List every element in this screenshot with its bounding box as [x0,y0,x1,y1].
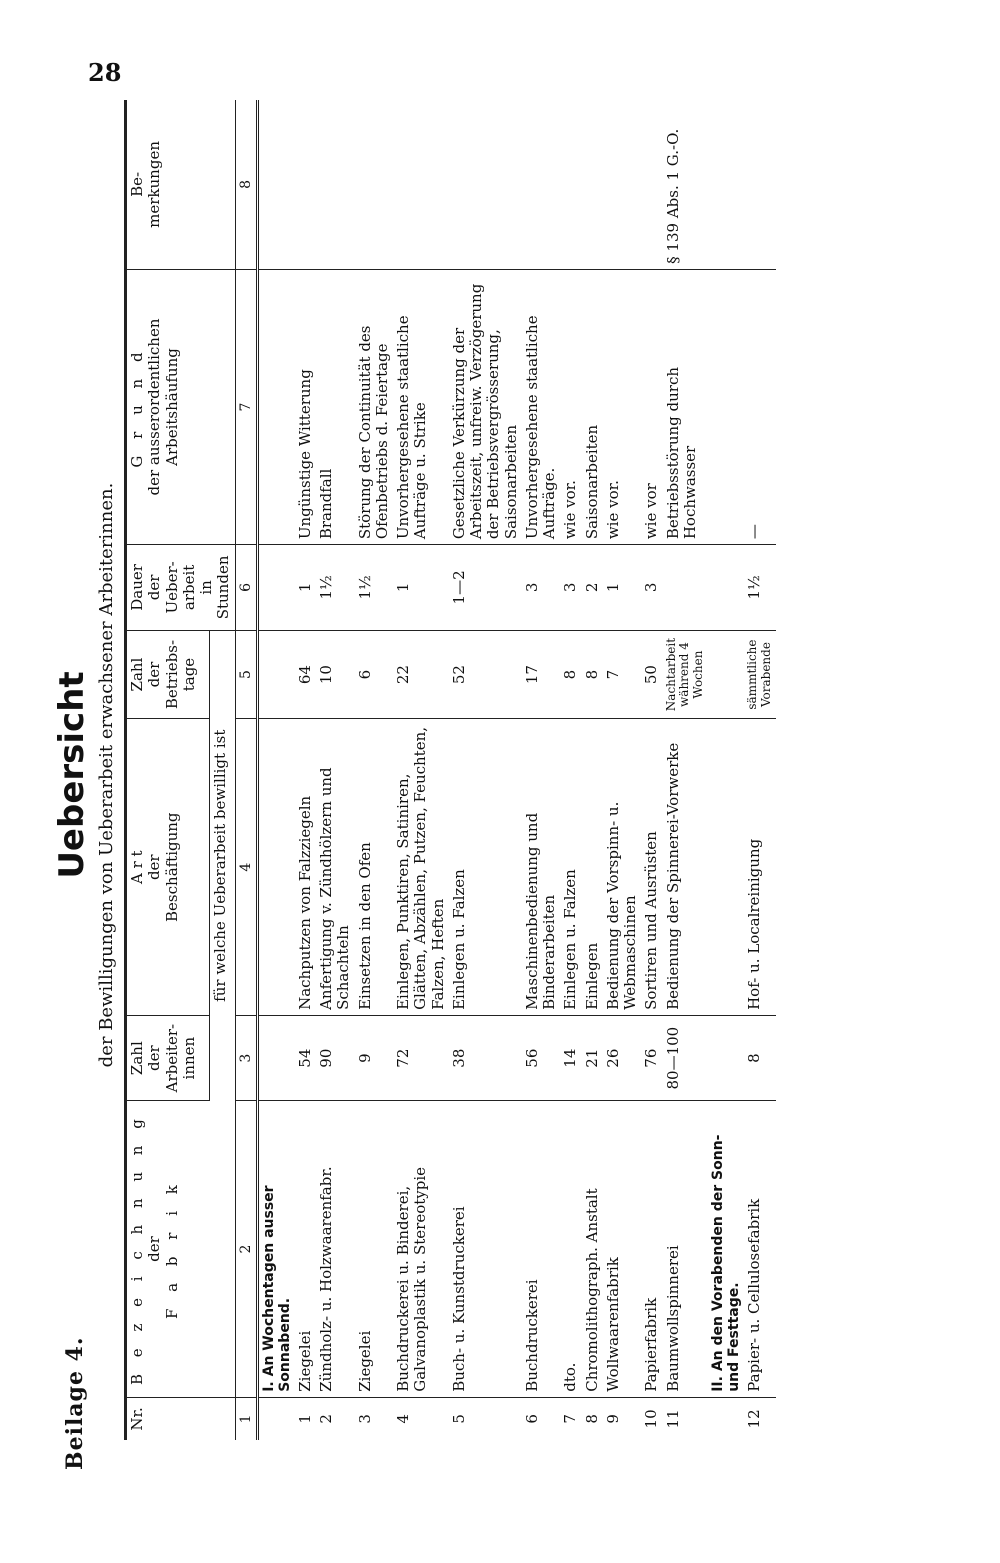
table-cell: 3 [355,1414,374,1424]
landscape-content [52,80,952,1470]
table-row [744,100,776,1440]
table-cell: Einsetzen in den Ofen [355,719,394,1015]
table-cell: 26 [603,1015,642,1100]
table-cell: 11 [663,1409,682,1429]
table-row [295,100,316,1440]
table-cell: 9 [355,1015,394,1100]
table-cell: 76 [641,1015,662,1100]
table-cell [708,1397,744,1440]
table-cell: Betriebsstörung durch Hochwasser [663,269,708,544]
header-dauer [126,545,236,630]
table-cell: 17 [522,630,561,719]
table-cell: Papier- u. Cellulosefabrik [744,1101,776,1397]
table-cell: Saisonarbeiten [582,269,603,544]
table-cell [663,545,708,630]
table-cell: Anfertigung v. Zündhölzern und Schachteln [316,719,355,1015]
table-cell: 56 [522,1015,561,1100]
table-row [641,100,662,1440]
table-cell [641,100,662,269]
table-cell: 10 [642,1409,661,1429]
table-cell: wie vor [641,269,662,544]
table-row [316,100,355,1440]
table-cell: 6 [355,630,394,719]
table-cell [295,100,316,269]
table-cell: 1½ [744,545,776,630]
table-cell: § 139 Abs. 1 G.-O. [663,100,708,269]
table-cell: Nachputzen von Falzziegeln [295,719,316,1015]
table-cell [582,100,603,269]
table-cell [257,269,295,544]
header-text: arbeit [179,564,198,611]
table-cell: 1½ [316,545,355,630]
table-cell [708,545,744,630]
table-cell: Brandfall [316,269,355,544]
header-text: Ueber- [162,561,181,614]
header-text: B e z e i c h n u n g [128,1113,146,1385]
table-cell: 3 [522,545,561,630]
table-row [663,100,708,1440]
header-text: Arbeitshäufung [162,348,181,466]
table-row [393,100,449,1440]
table-cell: 7 [561,1414,580,1424]
table-cell: 54 [295,1015,316,1100]
table-cell: 8 [582,1414,601,1424]
header-text: Betriebs- [162,639,181,710]
table-cell: 2 [582,545,603,630]
table-cell: 21 [582,1015,603,1100]
table-cell: Gesetzliche Verkürzung der Arbeitszeit, unfreiw. Verzögerung der Betriebsvergrösserung, Saisonarbeiten [449,269,522,544]
table-cell [522,100,561,269]
table-cell: Einlegen u. Falzen [449,719,522,1015]
col-number: 4 [235,719,257,1015]
table-cell: Unvorhergesehene staatliche Aufträge. [522,269,561,544]
col-number: 6 [235,545,257,630]
header-text: G r u n d [128,346,146,468]
table-cell: 1—2 [449,545,522,630]
table-cell [708,719,744,1015]
section-heading: II. An den Vorabenden der Sonn- und Festtage. [708,1101,744,1397]
page-number: 28 [88,58,122,87]
header-text: Zahl [128,1041,146,1076]
section-row [708,100,744,1440]
section-heading: I. An Wochentagen ausser Sonnabend. [257,1101,295,1397]
table-cell: Baumwollspinnerei [663,1101,708,1397]
table-cell: 38 [449,1015,522,1100]
table-cell: Einlegen [582,719,603,1015]
header-text: Beschäftigung [162,812,181,922]
table-cell [449,100,522,269]
table-cell: 4 [394,1414,413,1424]
table-cell: Chromolithograph. Anstalt [582,1101,603,1397]
table-cell: 7 [603,630,642,719]
section-row [257,100,295,1440]
table-cell: wie vor. [560,269,581,544]
table-cell: 8 [744,1015,776,1100]
header-text: Stunden [214,555,233,620]
header-art [126,719,210,1015]
table-cell: 8 [560,630,581,719]
table-cell: Bedienung der Vorspinn- u. Webmaschinen [603,719,642,1015]
table-cell: Maschinenbedienung und Binderarbeiten [522,719,561,1015]
col-number: 3 [235,1015,257,1100]
table-cell [744,100,776,269]
table-cell: Hof- u. Localreinigung [744,719,776,1015]
table-cell [708,1015,744,1100]
table-cell [708,630,744,719]
table-cell [393,100,449,269]
table-row [522,100,561,1440]
table-cell: 8 [582,630,603,719]
table-cell: Ziegelei [295,1101,316,1397]
header-text: in [197,580,215,595]
table-cell: 14 [560,1015,581,1100]
table-cell: Einlegen, Punktiren, Satiniren, Glätten, Abzählen, Putzen, Feuchten, Falzen, Heften [393,719,449,1015]
header-text: der [145,574,164,601]
table-cell: Ziegelei [355,1101,394,1397]
table-cell: Buchdruckerei [522,1101,561,1397]
table-row [355,100,394,1440]
table-cell [316,100,355,269]
col-number: 5 [235,630,257,719]
table-cell: Bedienung der Spinnerei-Vorwerke [663,719,708,1015]
table-cell: Nachtarbeit während 4 Wochen [663,630,708,719]
table-cell: 10 [316,630,355,719]
col-number: 8 [235,100,257,269]
table-body [257,100,776,1440]
table-cell: Unvorhergesehene staatliche Aufträge u. Strike [393,269,449,544]
header-span-note: für welche Ueberarbeit bewilligt ist [210,630,235,1101]
header-text: der [145,1236,164,1262]
header-text: der [145,661,164,688]
table-cell [257,719,295,1015]
table-cell: Wollwaarenfabrik [603,1101,642,1397]
table-row [560,100,581,1440]
header-grund [126,269,236,544]
table-cell [708,100,744,269]
table-cell: Sortiren und Ausrüsten [641,719,662,1015]
header-text: Dauer [128,564,146,611]
header-text: der ausserordentlichen [145,318,164,496]
table-cell: 64 [295,630,316,719]
col-number: 7 [235,269,257,544]
table-cell: 1 [603,545,642,630]
table-cell: — [744,269,776,544]
header-zahl [126,1015,210,1100]
table-cell [603,100,642,269]
table-cell: Einlegen u. Falzen [560,719,581,1015]
table-cell: 9 [603,1414,622,1424]
table-row [603,100,642,1440]
table-cell: sämmtliche Vorabende [744,630,776,719]
table-row [449,100,522,1440]
table-cell [560,100,581,269]
table-cell [257,100,295,269]
header-text: Zahl [128,657,146,692]
table-cell: Buch- u. Kunstdruckerei [449,1101,522,1397]
table-cell: 1½ [355,545,394,630]
header-text: der [145,854,164,881]
table-row [582,100,603,1440]
overview-table [124,100,776,1440]
table-cell: 12 [745,1409,764,1429]
table-cell [708,269,744,544]
table-cell: wie vor. [603,269,642,544]
table-cell: 5 [449,1414,468,1424]
table-cell: 1 [393,545,449,630]
table-cell: 6 [522,1414,541,1424]
header-text: der [145,1045,164,1071]
beilage-label: Beilage 4. [62,1336,88,1470]
table-cell: 80—100 [663,1015,708,1100]
table-cell: Störung der Continuität des Ofenbetriebs d. Feiertage [355,269,394,544]
table-cell [257,1015,295,1100]
table-cell [257,1397,295,1440]
table-cell: 2 [317,1414,336,1424]
table-cell: Buchdruckerei u. Binderei, Galvanoplastik u. Stereotypie [393,1101,449,1397]
header-tage [126,630,210,719]
table-cell: Ungünstige Witterung [295,269,316,544]
table-cell: dto. [560,1101,581,1397]
header-nr: Nr. [126,1397,236,1440]
col-number: 2 [235,1101,257,1397]
header-text: merkungen [145,141,164,228]
header-text: tage [179,657,198,692]
table-cell [355,100,394,269]
table-cell: 50 [641,630,662,719]
table-cell: 1 [295,545,316,630]
table-cell: Papierfabrik [641,1101,662,1397]
page-title: Uebersicht [52,671,92,879]
header-text: Be- [128,171,146,197]
header-text: A r t [128,850,146,884]
table-cell: 22 [393,630,449,719]
header-text: innen [179,1036,198,1080]
header-text: Arbeiter- [162,1023,181,1093]
table-cell: 1 [295,1414,314,1424]
table-cell [257,630,295,719]
page-subtitle: der Bewilligungen von Ueberarbeit erwachsener Arbeiterinnen. [96,482,117,1068]
table-cell: 90 [316,1015,355,1100]
table-cell [257,545,295,630]
header-fabrik [126,1101,236,1397]
table-cell: Zündholz- u. Holzwaarenfabr. [316,1101,355,1397]
header-text: F a b r i k [162,1179,181,1319]
col-number: 1 [235,1397,257,1440]
table-cell: 52 [449,630,522,719]
table-cell: 3 [641,545,662,630]
header-bemerkungen [126,100,236,269]
table-cell: 3 [560,545,581,630]
table-cell: 72 [393,1015,449,1100]
